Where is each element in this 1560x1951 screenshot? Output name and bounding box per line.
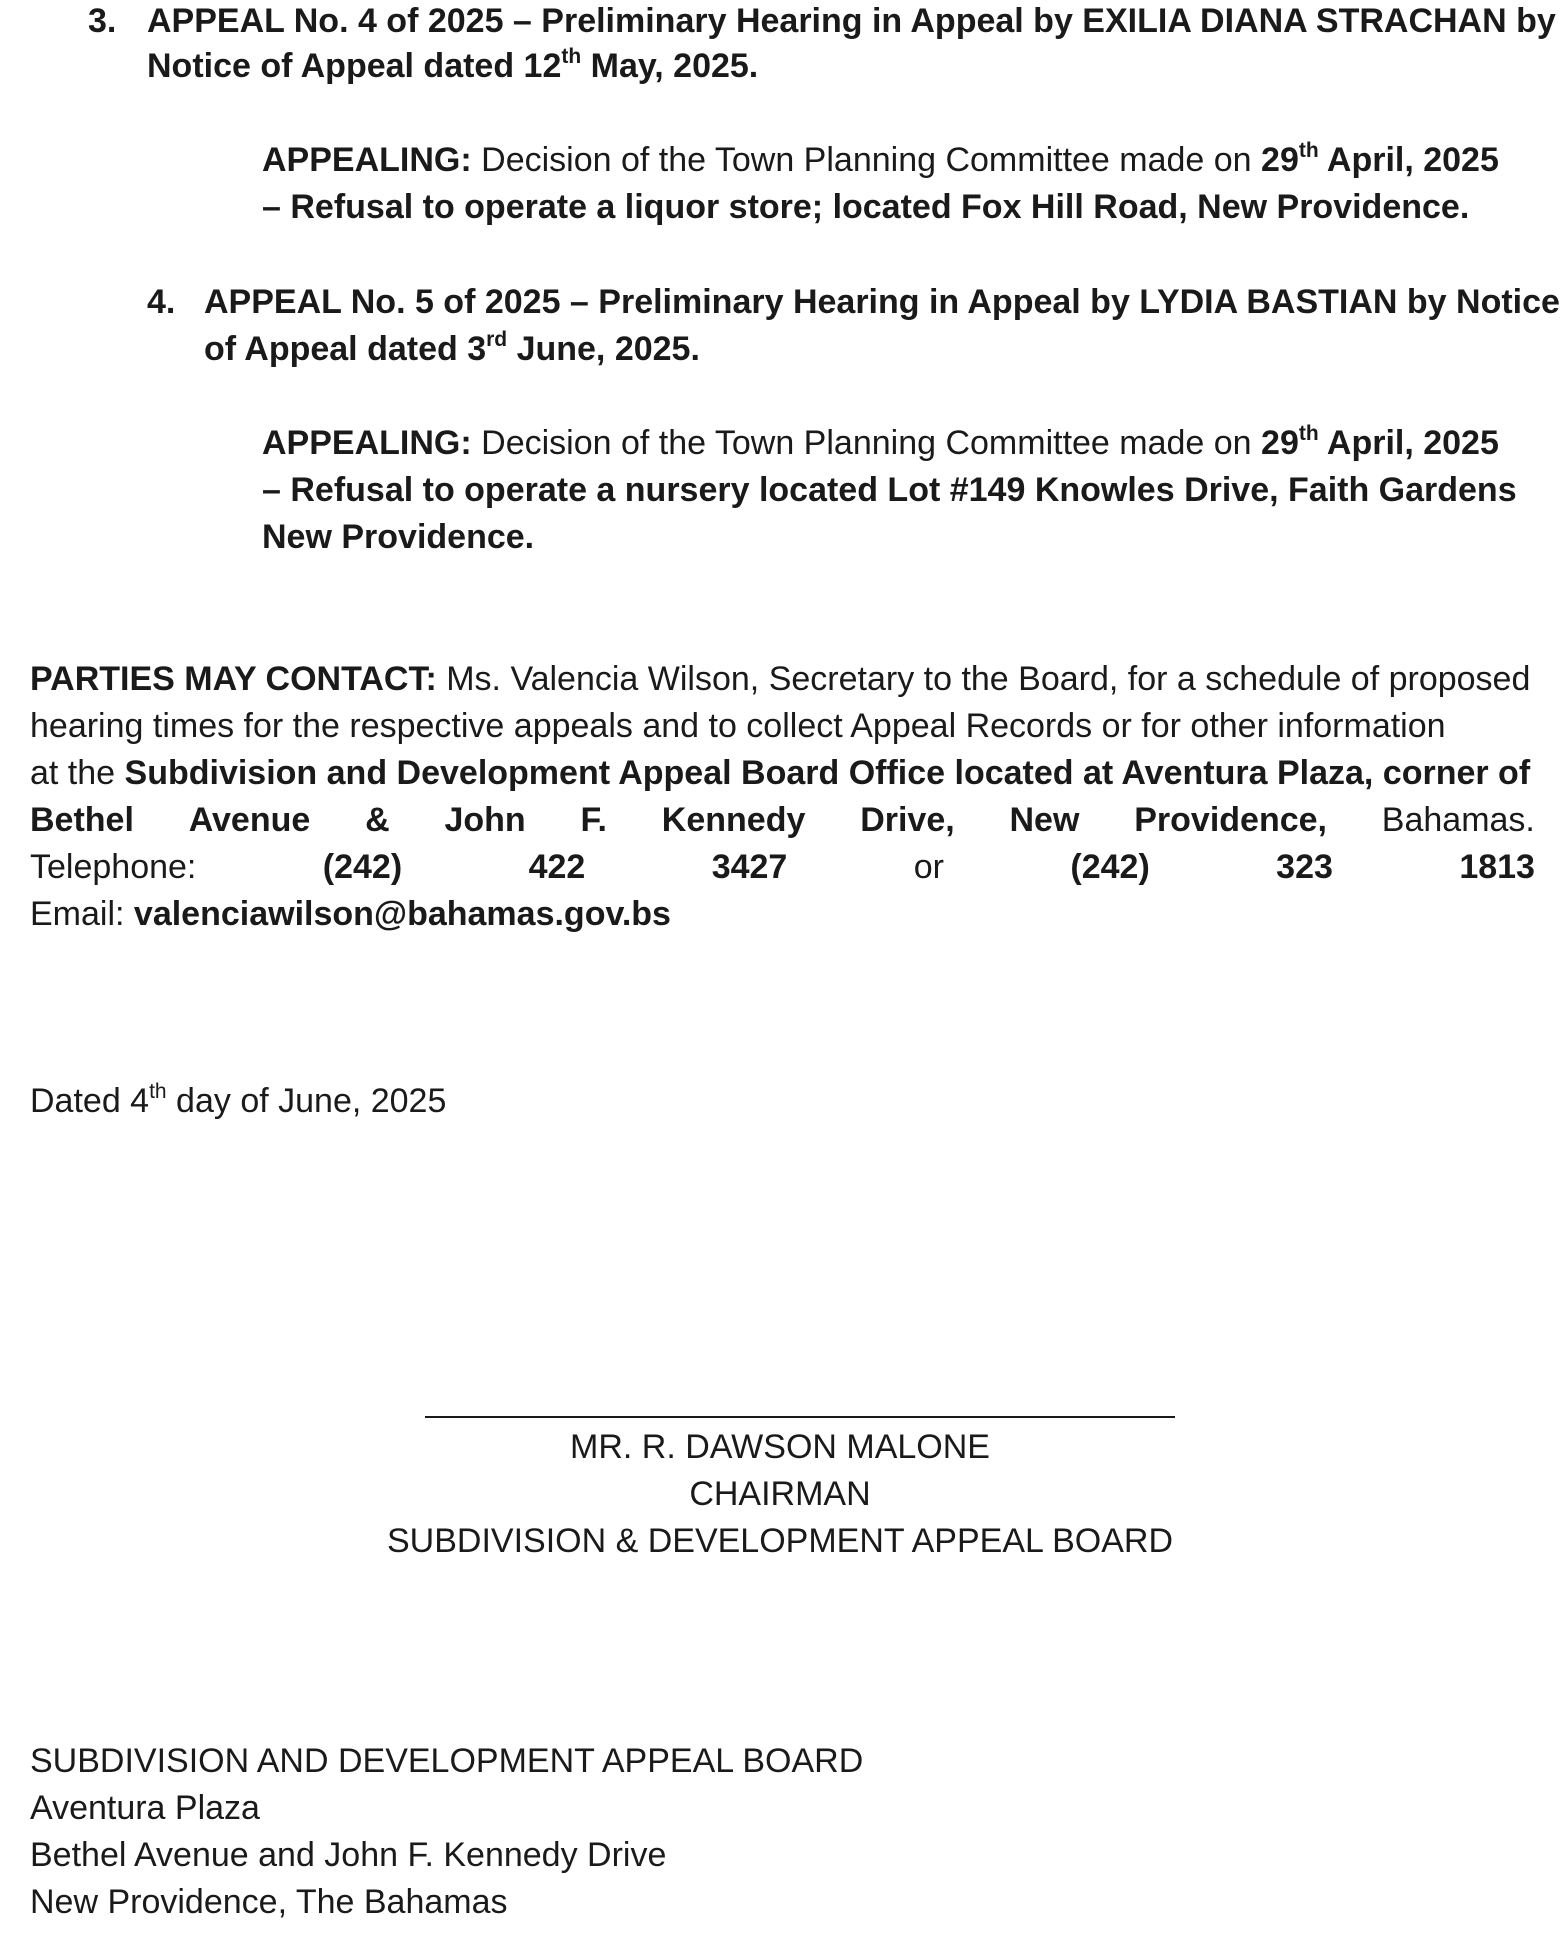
signature-name: MR. R. DAWSON MALONE (570, 1428, 990, 1466)
address-line-1: SUBDIVISION AND DEVELOPMENT APPEAL BOARD (30, 1742, 864, 1780)
contact-email: Email: valenciawilson@bahamas.gov.bs (30, 895, 671, 933)
contact-line-1: PARTIES MAY CONTACT: Ms. Valencia Wilson, Secretary to the Board, for a schedule of proposed (30, 660, 1531, 698)
contact-line-3: at the Subdivision and Development Appeal Board Office located at Aventura Plaza, corner of (30, 754, 1531, 792)
appeal-3-number: 3. (88, 2, 117, 40)
appeal-3-heading-cont: Notice of Appeal dated 12th May, 2025. (147, 44, 759, 85)
address-line-3: Bethel Avenue and John F. Kennedy Drive (30, 1836, 667, 1874)
address-line-4: New Providence, The Bahamas (30, 1883, 508, 1921)
email-link[interactable]: valenciawilson@bahamas.gov.bs (133, 895, 671, 933)
appeal-4-appealing: APPEALING: Decision of the Town Planning Committee made on 29th April, 2025 (262, 421, 1499, 462)
signature-line (425, 1416, 1175, 1418)
address-line-2: Aventura Plaza (30, 1789, 260, 1827)
contact-line-2: hearing times for the respective appeals and to collect Appeal Records or for other information (30, 707, 1446, 745)
contact-telephone: Telephone: (242) 422 3427 or (242) 323 1813 (30, 848, 1535, 886)
dated-line: Dated 4th day of June, 2025 (30, 1079, 447, 1120)
appeal-4-appealing-detail: – Refusal to operate a nursery located Lot #149 Knowles Drive, Faith Gardens (262, 471, 1517, 509)
appeal-4-number: 4. (147, 283, 176, 321)
appeal-4-appealing-detail-cont: New Providence. (262, 518, 535, 556)
signature-title: CHAIRMAN (689, 1475, 871, 1513)
signature-org: SUBDIVISION & DEVELOPMENT APPEAL BOARD (386, 1522, 1174, 1560)
appeal-4-heading: APPEAL No. 5 of 2025 – Preliminary Hearing in Appeal by LYDIA BASTIAN by Notice (204, 283, 1560, 321)
appeal-3-appealing: APPEALING: Decision of the Town Planning Committee made on 29th April, 2025 (262, 138, 1499, 179)
appeal-3-appealing-detail: – Refusal to operate a liquor store; located Fox Hill Road, New Providence. (262, 188, 1470, 226)
appeal-4-heading-cont: of Appeal dated 3rd June, 2025. (204, 327, 700, 368)
contact-line-4: Bethel Avenue & John F. Kennedy Drive, New Providence, Bahamas. (30, 801, 1535, 839)
appeal-3-heading: APPEAL No. 4 of 2025 – Preliminary Hearing in Appeal by EXILIA DIANA STRACHAN by (147, 2, 1556, 40)
